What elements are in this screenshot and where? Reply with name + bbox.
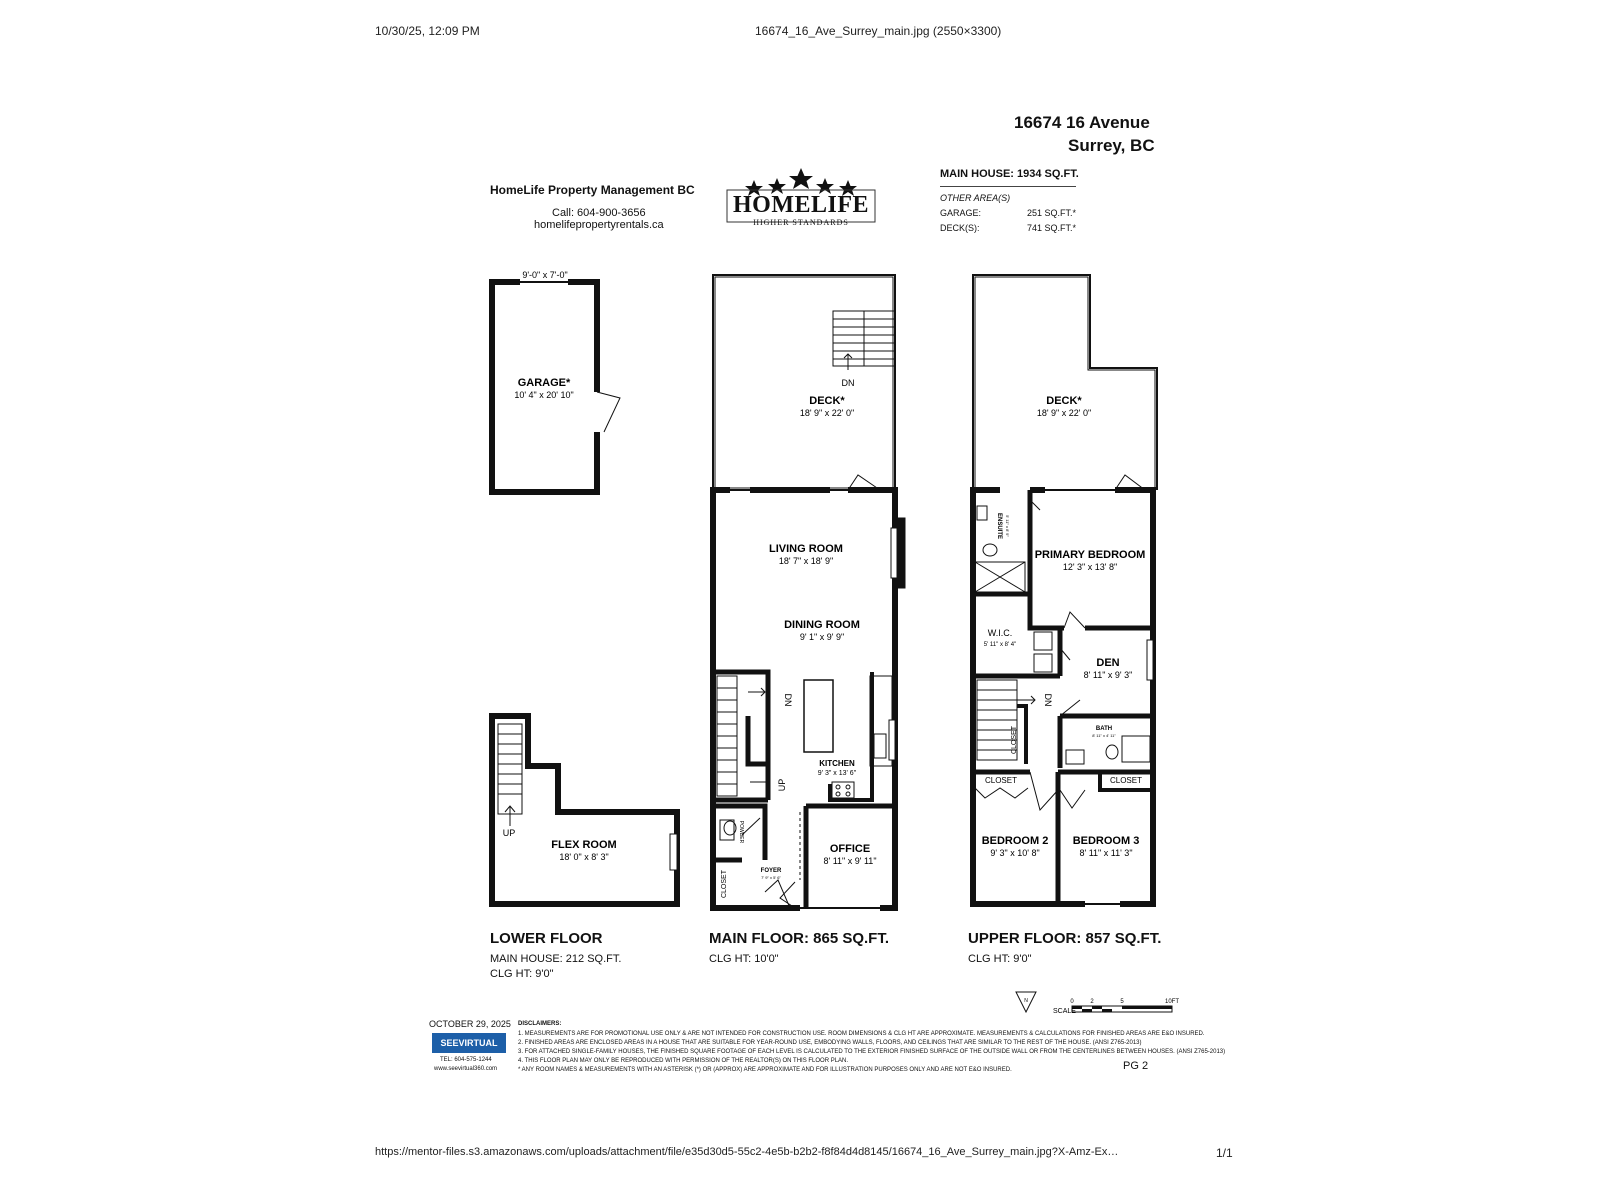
wic-name: W.I.C. [987,628,1013,638]
primary-name: PRIMARY BEDROOM [1034,549,1146,561]
logo-wordmark: HOMELIFE [732,192,869,218]
agency-phone: Call: 604-900-3656 [552,207,646,219]
kitchen-name: KITCHEN [819,759,855,768]
garage-door-dims: 9'-0" x 7'-0" [522,270,568,280]
disclaimer-4: 4. THIS FLOOR PLAN MAY ONLY BE REPRODUCED WITH PERMISSION OF THE REALTOR(S) ON THIS FLOOR PLAN. [518,1058,849,1064]
dining-name: DINING ROOM [784,619,860,631]
main-closet: CLOSET [721,869,728,899]
main-deck-dims: 18' 9" x 22' 0" [799,408,855,418]
office-name: OFFICE [829,843,871,855]
disclaimer-2: 2. FINISHED AREAS ARE ENCLOSED AREAS IN A HOUSE THAT ARE SUITABLE FOR YEAR-ROUND USE, EMBODYING WALLS, FLOORS, AND CEILINGS THAT ARE SIMILAR TO THE REST OF THE HOUSE. (ANSI Z765-2013) [518,1040,1142,1046]
page-label: PG 2 [1123,1060,1149,1072]
other-areas-label: OTHER AREA(S) [940,193,1011,203]
logo-tagline: HIGHER STANDARDS [753,218,849,227]
living-dims: 18' 7" x 18' 9" [778,556,834,566]
property-city: Surrey, BC [1068,136,1155,155]
print-doc-title: 16674_16_Ave_Surrey_main.jpg (2550×3300) [755,24,1002,38]
powder-name: POWDER [738,820,744,844]
seevirtual-logo: SEEVIRTUAL [432,1033,506,1053]
main-stairs-up: UP [777,778,787,792]
bath-dims: 8' 11" x 4' 11" [1092,733,1116,738]
scale-label: SCALE [1053,1008,1076,1015]
bed2-closet: CLOSET [984,776,1018,785]
wic-dims: 5' 11" x 8' 4" [983,642,1017,648]
deck-stairs-dn: DN [841,378,855,388]
garage-name: GARAGE* [517,377,571,389]
ensuite-dims: 5' 11" x 8' 9" [1005,515,1010,537]
disclaimer-3: 3. FOR ATTACHED SINGLE-FAMILY HOUSES, THE FINISHED SQUARE FOOTAGE OF EACH LEVEL IS CALCULATED TO THE EXTERIOR FINISHED SURFACE OF THE OUTSIDE WALL OR FROM THE CENTERLINES BETWEEN HOUSES. (ANSI Z765-2013) [518,1049,1226,1055]
bed3-name: BEDROOM 3 [1072,835,1140,847]
disclaimer-1: 1. MEASUREMENTS ARE FOR PROMOTIONAL USE ONLY & ARE NOT INTENDED FOR CONSTRUCTION USE. ROOM DIMENSIONS & CLG HT ARE APPROXIMATE. MEASUREMENTS & CALCULATIONS FOR FINISHED AREAS ARE E&O INSURED. [518,1031,1205,1037]
lower-floor-area: MAIN HOUSE: 212 SQ.FT. [490,953,622,965]
north-label: N [1024,998,1028,1004]
bath-name: BATH [1095,726,1113,732]
plan-date: OCTOBER 29, 2025 [429,1019,511,1029]
scale-bar [1072,1006,1172,1012]
scale-tick-5: 5 [1120,999,1124,1005]
den-name: DEN [1096,657,1120,669]
upper-closet-left: CLOSET [1011,725,1018,755]
bed3-closet: CLOSET [1109,776,1143,785]
garage-dims: 10' 4" x 20' 10" [514,390,574,400]
upper-floor-title: UPPER FLOOR: 857 SQ.FT. [968,930,1162,947]
lower-floor-ceiling: CLG HT: 9'0" [490,968,554,980]
main-stairs-dn: DN [783,693,793,707]
ensuite-name: ENSUITE [996,512,1002,540]
main-floor-ceiling: CLG HT: 10'0" [709,953,779,965]
main-deck-name: DECK* [809,395,845,407]
print-page-count: 1/1 [1216,1146,1233,1160]
deck-area-value: 741 SQ.FT.* [1027,223,1077,233]
upper-deck-dims: 18' 9" x 22' 0" [1036,408,1092,418]
seevirtual-tel: TEL: 604-575-1244 [440,1057,492,1063]
scale-tick-10: 10FT [1164,999,1180,1005]
garage-area-label: GARAGE: [940,208,982,218]
foyer-name: FOYER [760,868,782,874]
seevirtual-web: www.seevirtual360.com [434,1066,498,1072]
agency-name: HomeLife Property Management BC [490,183,695,197]
disclaimer-5: * ANY ROOM NAMES & MEASUREMENTS WITH AN ASTERISK (*) OR (APPROX) ARE APPROXIMATE AND FOR ILLUSTRATION PURPOSES ONLY AND ARE NOT E&O INSURED. [518,1067,1012,1073]
scale-tick-0: 0 [1070,999,1074,1005]
property-street: 16674 16 Avenue [1014,113,1150,132]
lower-floor-plan [489,716,677,904]
primary-dims: 12' 3" x 13' 8" [1062,562,1118,572]
bed2-dims: 9' 3" x 10' 8" [990,848,1040,858]
print-url: https://mentor-files.s3.amazonaws.com/uploads/attachment/file/e35d30d5-55c2-4e5b-b2b2-f8f84d4d8145/16674_16_Ave_Surrey_main.jpg?X-Amz-Ex… [375,1146,1119,1158]
main-house-area: MAIN HOUSE: 1934 SQ.FT. [940,168,1079,180]
bed2-name: BEDROOM 2 [981,835,1049,847]
flex-dims: 18' 0" x 8' 3" [559,852,609,862]
flex-stairs-up: UP [502,828,516,838]
print-datetime: 10/30/25, 12:09 PM [375,24,480,38]
disclaimer-title: DISCLAIMERS: [518,1021,562,1027]
dining-dims: 9' 1" x 9' 9" [799,632,845,642]
office-dims: 8' 11" x 9' 11" [823,856,877,866]
bed3-dims: 8' 11" x 11' 3" [1079,848,1133,858]
scale-tick-2: 2 [1090,999,1094,1005]
upper-deck-name: DECK* [1046,395,1082,407]
flex-name: FLEX ROOM [551,839,617,851]
garage-area-value: 251 SQ.FT.* [1027,208,1077,218]
kitchen-dims: 9' 3" x 13' 6" [817,770,857,777]
upper-floor-plan [970,275,1157,904]
main-floor-title: MAIN FLOOR: 865 SQ.FT. [709,930,890,947]
foyer-dims: 7' 9" x 5' 6" [761,875,781,880]
deck-area-label: DECK(S): [940,223,980,233]
upper-floor-ceiling: CLG HT: 9'0" [968,953,1032,965]
main-floor-plan [710,275,905,908]
agency-website: homelifepropertyrentals.ca [534,219,664,231]
living-name: LIVING ROOM [769,543,843,555]
lower-floor-title: LOWER FLOOR [490,930,603,947]
upper-stairs-dn: DN [1043,693,1053,707]
den-dims: 8' 11" x 9' 3" [1083,670,1133,680]
